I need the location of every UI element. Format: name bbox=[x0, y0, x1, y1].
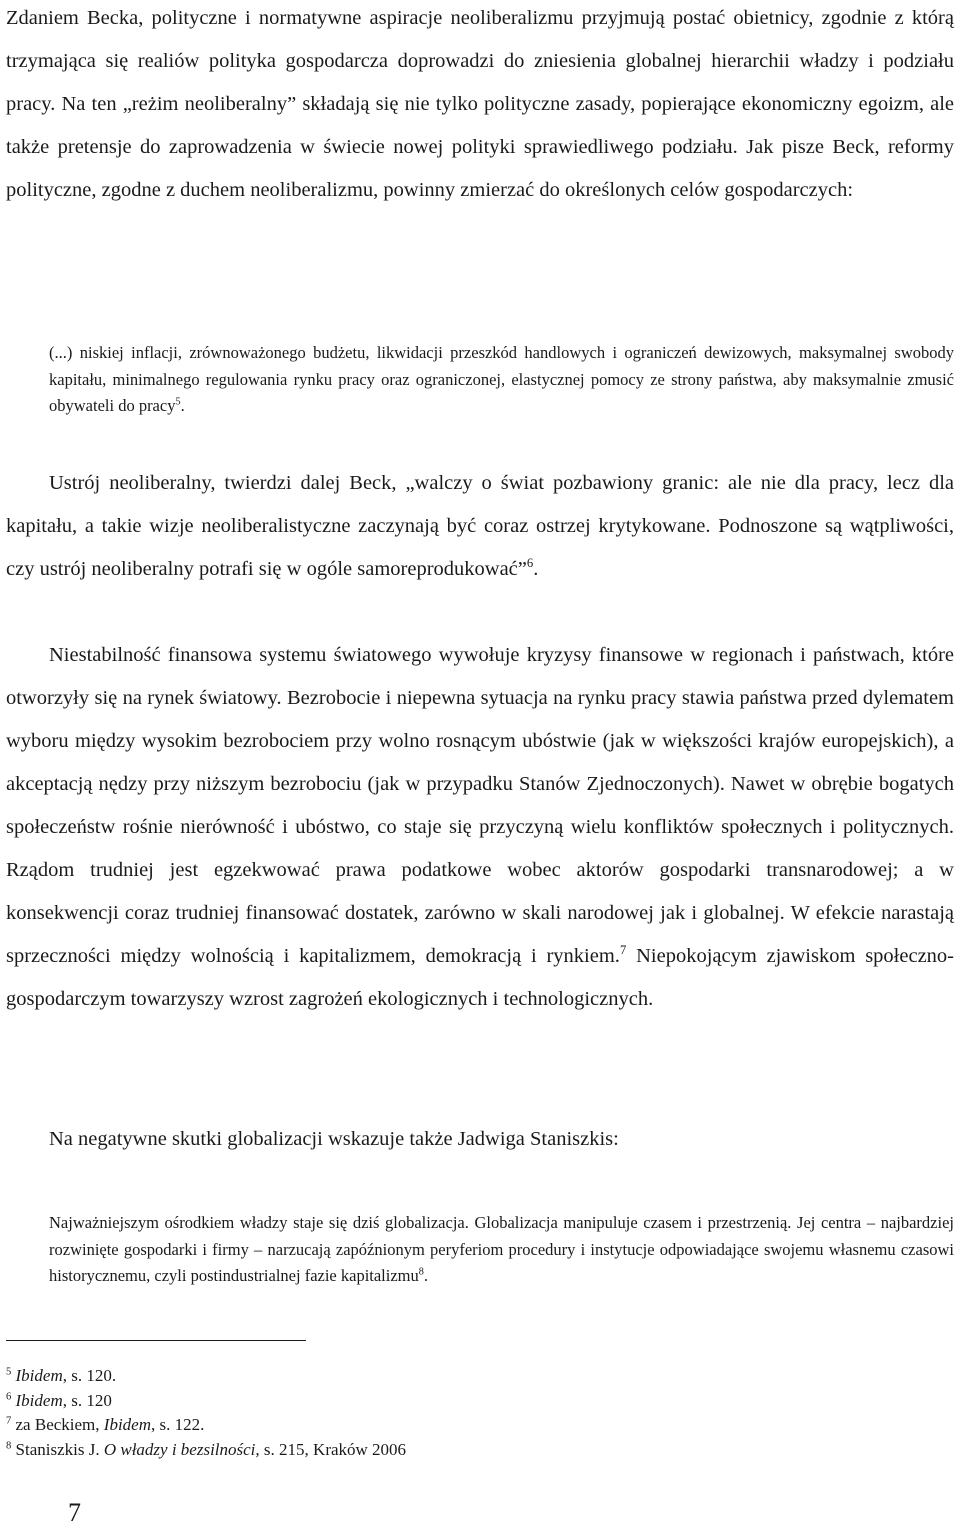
page-number: 7 bbox=[68, 1498, 81, 1527]
footnote-italic: Ibidem bbox=[15, 1366, 63, 1385]
footnote-ref: 6 bbox=[526, 556, 534, 571]
footnote-ref: 8 bbox=[418, 1266, 424, 1278]
block-quote-beck bbox=[49, 340, 954, 420]
footnote-text: , s. 120 bbox=[62, 1390, 112, 1410]
footnote-6 bbox=[6, 1389, 406, 1414]
footnote-text: s. 215, Kraków 2006 bbox=[259, 1439, 407, 1459]
paragraph-1: Zdaniem Becka, polityczne i normatywne aspiracje neoliberalizmu przyjmują postać obietnicy, zgodnie z którą trzymająca się realiów polityka gospodarcza doprowadzi do zniesienia globalnej hierarchii władzy i podziału pracy. Na ten „reżim neoliberalny” składają się nie tylko polityczne zasady, popierające ekonomiczny egoizm, ale także pretensje do zaprowadzenia w świecie nowej polityki sprawiedliwego podziału. Jak pisze Beck, reformy polityczne, zgodne z duchem neoliberalizmu, powinny zmierzać do określonych celów gospodarczych: bbox=[6, 7, 954, 201]
paragraph-3 bbox=[6, 634, 954, 1021]
quote-end: . bbox=[423, 1266, 428, 1285]
footnote-prefix: Staniszkis J. bbox=[15, 1439, 104, 1459]
footnote-ref: 5 bbox=[175, 396, 181, 408]
footnote-8 bbox=[6, 1438, 406, 1463]
footnote-italic: O władzy i bezsilności, bbox=[103, 1439, 260, 1459]
footnote-7 bbox=[6, 1413, 406, 1438]
footnote-number: 5 bbox=[6, 1366, 12, 1378]
footnotes bbox=[6, 1364, 406, 1462]
paragraph-4: Na negatywne skutki globalizacji wskazuje także Jadwiga Staniszkis: bbox=[49, 1128, 619, 1150]
footnote-number: 6 bbox=[6, 1390, 12, 1402]
footnote-ref: 7 bbox=[619, 943, 627, 958]
footnote-text: , s. 122. bbox=[151, 1415, 205, 1434]
footnote-5 bbox=[6, 1364, 406, 1389]
paragraph-text: Ustrój neoliberalny, twierdzi dalej Beck, „walczy o świat pozbawiony granic: ale nie dla pracy, lecz dla kapitału, a takie wizje neoliberalistyczne zaczynają być coraz ostrzej krytykowane. Podnoszone są wątpliwości, czy ustrój neoliberalny potrafi się w ogóle samoreprodukować” bbox=[6, 472, 954, 580]
footnote-text: , s. 120. bbox=[62, 1366, 117, 1385]
paragraph-tail: Niepokojącym zjawiskom społeczno-gospodarczym towarzyszy wzrost zagrożeń ekologicznych i technologicznych. bbox=[6, 945, 954, 1010]
quote-text: Najważniejszym ośrodkiem władzy staje się dziś globalizacja. Globalizacja manipuluje czasem i przestrzenią. Jej centra – najbardziej rozwinięte gospodarki i firmy – narzucają zapóźnionym peryferiom procedury i instytucje odpowiadające swojemu własnemu czasowi historycznemu, czyli postindustrialnej fazie kapitalizmu bbox=[49, 1213, 954, 1285]
paragraph-text: Niestabilność finansowa systemu światowego wywołuje kryzysy finansowe w regionach i państwach, które otworzyły się na rynek światowy. Bezrobocie i niepewna sytuacja na rynku pracy stawia państwa przed dylematem wyboru między wysokim bezrobociem przy wolno rosnącym ubóstwie (jak w większości krajów europejskich), a akceptacją nędzy przy niższym bezrobociu (jak w przypadku Stanów Zjednoczonych). Nawet w obrębie bogatych społeczeństw rośnie nierówność i ubóstwo, co staje się przyczyną wielu konfliktów społecznych i politycznych. Rządom trudniej jest egzekwować prawa podatkowe wobec aktorów gospodarki transnarodowej; a w konsekwencji coraz trudniej finansować dostatek, zarówno w skali narodowej jak i globalnej. W efekcie narastają sprzeczności między wolnością i kapitalizmem, demokracją i rynkiem. bbox=[6, 644, 954, 967]
footnote-separator bbox=[6, 1340, 306, 1341]
footnote-number: 8 bbox=[6, 1439, 12, 1451]
quote-end: . bbox=[180, 396, 185, 415]
footnote-italic: Ibidem bbox=[103, 1415, 151, 1434]
footnote-italic: Ibidem bbox=[15, 1390, 63, 1410]
paragraph-end: . bbox=[533, 558, 539, 580]
block-quote-staniszkis bbox=[49, 1210, 954, 1290]
quote-text: (...) niskiej inflacji, zrównoważonego budżetu, likwidacji przeszkód handlowych i ograniczeń dewizowych, maksymalnej swobody kapitału, minimalnego regulowania rynku pracy oraz ograniczonej, elastycznej pomocy ze strony państwa, aby maksymalnie zmusić obywateli do pracy bbox=[49, 343, 954, 415]
footnote-number: 7 bbox=[6, 1415, 12, 1427]
paragraph-2 bbox=[6, 462, 954, 591]
footnote-prefix: za Beckiem, bbox=[15, 1415, 104, 1434]
